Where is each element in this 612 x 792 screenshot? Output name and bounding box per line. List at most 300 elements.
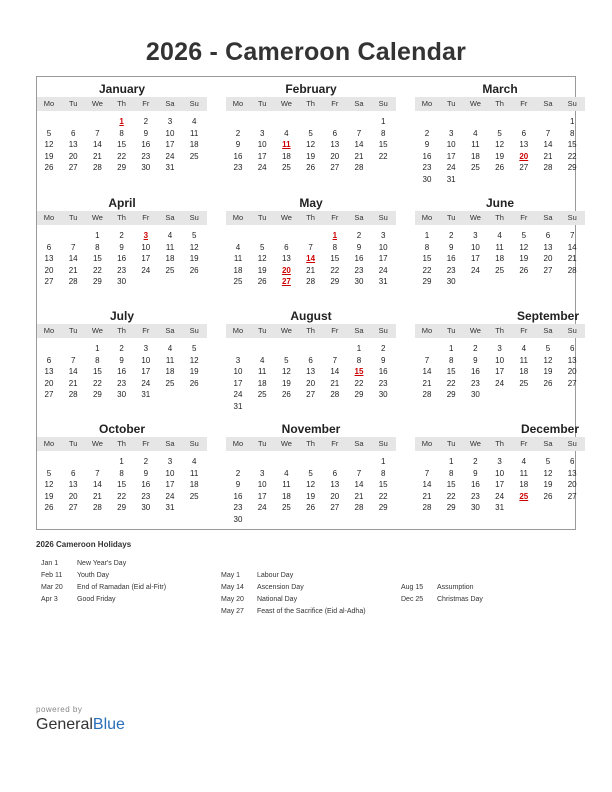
day-cell: 9 bbox=[473, 355, 478, 365]
weekday-label: Fr bbox=[142, 326, 150, 335]
day-cell: 30 bbox=[354, 277, 364, 287]
day-cell: 18 bbox=[165, 254, 175, 264]
holiday-day-cell: 3 bbox=[143, 231, 149, 240]
day-cell: 17 bbox=[165, 140, 175, 150]
generalblue-logo[interactable] bbox=[36, 716, 125, 734]
weekday-header-row bbox=[226, 211, 396, 225]
day-cell: 24 bbox=[378, 265, 388, 275]
day-cell: 18 bbox=[189, 480, 199, 490]
holiday-date: Jan 1 bbox=[41, 560, 59, 567]
day-cell: 27 bbox=[543, 265, 553, 275]
weekday-label: Th bbox=[495, 326, 504, 335]
holiday-item bbox=[401, 584, 474, 591]
day-cell: 19 bbox=[519, 254, 529, 264]
day-cell: 5 bbox=[46, 128, 52, 138]
day-cell: 6 bbox=[70, 128, 76, 138]
day-cell: 24 bbox=[257, 163, 267, 173]
holiday-item bbox=[41, 572, 109, 579]
weekday-label: Su bbox=[378, 439, 388, 448]
day-cell: 27 bbox=[68, 503, 78, 513]
month-name: April bbox=[108, 196, 136, 210]
day-cell: 11 bbox=[282, 480, 291, 490]
day-cell: 13 bbox=[543, 242, 553, 252]
weekday-label: Tu bbox=[446, 326, 456, 335]
month-name: September bbox=[516, 309, 579, 323]
day-cell: 31 bbox=[141, 390, 151, 400]
day-cell: 25 bbox=[165, 378, 175, 388]
day-cell: 29 bbox=[378, 503, 388, 513]
day-cell: 1 bbox=[380, 117, 386, 126]
day-cell: 4 bbox=[521, 344, 527, 353]
day-cell: 27 bbox=[330, 163, 340, 173]
holiday-date: Mar 20 bbox=[41, 584, 63, 591]
day-cell: 1 bbox=[424, 231, 430, 240]
day-cell: 3 bbox=[167, 457, 173, 466]
day-cell: 15 bbox=[446, 367, 456, 377]
day-cell: 22 bbox=[117, 151, 127, 161]
weekday-label: We bbox=[280, 99, 292, 108]
holiday-date: May 14 bbox=[221, 584, 244, 591]
weekday-label: Fr bbox=[142, 99, 150, 108]
day-cell: 29 bbox=[117, 503, 127, 513]
holiday-date: Apr 3 bbox=[41, 596, 58, 603]
day-cell: 29 bbox=[446, 390, 456, 400]
day-cell: 21 bbox=[330, 378, 340, 388]
day-cell: 8 bbox=[95, 355, 100, 365]
day-cell: 11 bbox=[190, 468, 199, 478]
weekday-label: Fr bbox=[520, 439, 528, 448]
weekday-label: We bbox=[91, 326, 103, 335]
day-cell: 13 bbox=[44, 254, 54, 264]
day-cell: 28 bbox=[306, 277, 316, 287]
day-cell: 6 bbox=[332, 128, 338, 138]
day-cell: 7 bbox=[569, 231, 575, 240]
day-cell: 31 bbox=[165, 163, 175, 173]
day-cell: 12 bbox=[44, 480, 54, 490]
weekday-header-row bbox=[415, 97, 585, 111]
month-name: December bbox=[520, 422, 579, 436]
day-cell: 26 bbox=[281, 390, 291, 400]
weekday-label: Mo bbox=[232, 439, 244, 448]
weekday-label: Th bbox=[306, 326, 315, 335]
day-cell: 8 bbox=[448, 468, 454, 478]
weekday-label: Sa bbox=[354, 326, 364, 335]
weekday-label: Mo bbox=[43, 213, 55, 222]
weekday-label: Sa bbox=[165, 213, 175, 222]
day-cell: 3 bbox=[235, 355, 241, 365]
day-cell: 19 bbox=[495, 151, 505, 161]
day-cell: 3 bbox=[167, 117, 173, 126]
weekday-label: Th bbox=[495, 99, 504, 108]
day-cell: 23 bbox=[141, 151, 151, 161]
day-cell: 2 bbox=[119, 344, 124, 353]
day-cell: 12 bbox=[306, 480, 316, 490]
weekday-label: Th bbox=[117, 439, 126, 448]
weekday-header-row bbox=[415, 324, 585, 338]
weekday-label: Su bbox=[189, 439, 199, 448]
weekday-label: Sa bbox=[543, 99, 553, 108]
day-cell: 26 bbox=[495, 163, 505, 173]
weekday-header-row bbox=[37, 437, 207, 451]
day-cell: 4 bbox=[191, 117, 197, 126]
day-cell: 22 bbox=[354, 378, 364, 388]
day-cell: 13 bbox=[330, 140, 340, 150]
day-cell: 7 bbox=[95, 128, 100, 138]
day-cell: 19 bbox=[543, 367, 553, 377]
day-cell: 17 bbox=[470, 254, 480, 264]
day-cell: 30 bbox=[378, 390, 388, 400]
day-cell: 14 bbox=[330, 367, 340, 377]
day-cell: 11 bbox=[495, 242, 504, 252]
weekday-label: Su bbox=[378, 213, 388, 222]
month-name: August bbox=[290, 309, 332, 323]
day-cell: 8 bbox=[95, 242, 100, 252]
weekday-label: Mo bbox=[421, 213, 433, 222]
weekday-label: Th bbox=[117, 326, 126, 335]
day-cell: 27 bbox=[68, 163, 78, 173]
day-cell: 24 bbox=[141, 378, 151, 388]
day-cell: 29 bbox=[422, 277, 432, 287]
day-cell: 26 bbox=[543, 491, 553, 501]
month-name: July bbox=[109, 309, 134, 323]
day-cell: 16 bbox=[233, 151, 243, 161]
weekday-label: Mo bbox=[232, 99, 244, 108]
day-cell: 2 bbox=[356, 231, 362, 240]
day-cell: 7 bbox=[356, 468, 362, 478]
holiday-day-cell: 20 bbox=[519, 151, 529, 161]
weekday-label: Tu bbox=[446, 99, 456, 108]
day-cell: 11 bbox=[165, 242, 175, 252]
day-cell: 18 bbox=[257, 378, 267, 388]
day-cell: 8 bbox=[332, 242, 338, 252]
day-cell: 25 bbox=[189, 151, 199, 161]
weekday-label: Mo bbox=[421, 99, 433, 108]
day-cell: 6 bbox=[569, 457, 575, 466]
day-cell: 3 bbox=[380, 231, 386, 240]
day-cell: 30 bbox=[446, 277, 456, 287]
weekday-header-row bbox=[226, 97, 396, 111]
day-cell: 26 bbox=[543, 378, 553, 388]
day-cell: 7 bbox=[70, 355, 76, 365]
day-cell: 10 bbox=[141, 242, 151, 252]
day-cell: 2 bbox=[143, 457, 149, 466]
weekday-header-row bbox=[37, 97, 207, 111]
day-cell: 29 bbox=[354, 390, 364, 400]
day-cell: 15 bbox=[330, 254, 340, 264]
weekday-label: Su bbox=[378, 99, 388, 108]
day-cell: 27 bbox=[567, 378, 577, 388]
day-cell: 7 bbox=[95, 468, 100, 478]
weekday-label: Sa bbox=[165, 99, 175, 108]
weekday-label: Su bbox=[567, 213, 577, 222]
day-cell: 20 bbox=[567, 367, 577, 377]
day-cell: 2 bbox=[473, 457, 478, 466]
brand-blue: Blue bbox=[92, 716, 125, 733]
day-cell: 28 bbox=[543, 163, 553, 173]
day-cell: 14 bbox=[422, 367, 432, 377]
day-cell: 31 bbox=[165, 503, 175, 513]
day-cell: 26 bbox=[257, 277, 267, 287]
day-cell: 1 bbox=[95, 231, 100, 240]
day-cell: 3 bbox=[143, 344, 149, 353]
day-cell: 21 bbox=[422, 491, 432, 501]
weekday-label: Fr bbox=[331, 326, 339, 335]
day-cell: 14 bbox=[567, 242, 577, 252]
day-cell: 23 bbox=[117, 265, 127, 275]
month-name: May bbox=[299, 196, 323, 210]
day-cell: 4 bbox=[167, 231, 173, 240]
day-cell: 21 bbox=[68, 378, 78, 388]
weekday-label: Tu bbox=[446, 213, 456, 222]
weekday-header-row bbox=[226, 437, 396, 451]
day-cell: 15 bbox=[422, 254, 432, 264]
day-cell: 19 bbox=[281, 378, 291, 388]
weekday-label: Fr bbox=[331, 99, 339, 108]
day-cell: 10 bbox=[495, 355, 505, 365]
weekday-label: Sa bbox=[165, 439, 175, 448]
day-cell: 10 bbox=[470, 242, 480, 252]
day-cell: 14 bbox=[68, 254, 78, 264]
month-name: March bbox=[482, 82, 518, 96]
weekday-label: We bbox=[280, 326, 292, 335]
day-cell: 13 bbox=[330, 480, 340, 490]
day-cell: 22 bbox=[422, 265, 432, 275]
weekday-label: Mo bbox=[232, 326, 244, 335]
day-cell: 10 bbox=[378, 242, 388, 252]
day-cell: 26 bbox=[44, 503, 54, 513]
day-cell: 8 bbox=[424, 242, 430, 252]
day-cell: 9 bbox=[119, 242, 124, 252]
day-cell: 13 bbox=[281, 254, 291, 264]
day-cell: 28 bbox=[68, 277, 78, 287]
holiday-item bbox=[41, 596, 116, 603]
day-cell: 4 bbox=[497, 231, 502, 240]
day-cell: 17 bbox=[378, 254, 388, 264]
day-cell: 24 bbox=[495, 378, 505, 388]
day-cell: 25 bbox=[189, 491, 199, 501]
day-cell: 12 bbox=[189, 242, 199, 252]
day-cell: 22 bbox=[446, 378, 456, 388]
day-cell: 5 bbox=[46, 468, 52, 478]
day-cell: 18 bbox=[233, 265, 243, 275]
day-cell: 14 bbox=[543, 140, 553, 150]
holiday-date: Feb 11 bbox=[41, 572, 63, 579]
day-cell: 1 bbox=[569, 117, 575, 126]
day-cell: 29 bbox=[567, 163, 577, 173]
day-cell: 9 bbox=[380, 355, 386, 365]
day-cell: 20 bbox=[543, 254, 553, 264]
day-cell: 17 bbox=[446, 151, 456, 161]
day-cell: 15 bbox=[378, 480, 388, 490]
day-cell: 7 bbox=[424, 355, 430, 365]
day-cell: 16 bbox=[354, 254, 364, 264]
day-cell: 10 bbox=[446, 140, 456, 150]
day-cell: 18 bbox=[495, 254, 505, 264]
day-cell: 23 bbox=[422, 163, 432, 173]
day-cell: 12 bbox=[543, 355, 553, 365]
day-cell: 4 bbox=[521, 457, 527, 466]
weekday-label: Su bbox=[189, 99, 199, 108]
weekday-label: Fr bbox=[331, 213, 339, 222]
day-cell: 25 bbox=[233, 277, 243, 287]
day-cell: 23 bbox=[117, 378, 127, 388]
day-cell: 14 bbox=[68, 367, 78, 377]
day-cell: 24 bbox=[233, 390, 243, 400]
day-cell: 23 bbox=[354, 265, 364, 275]
weekday-label: We bbox=[469, 439, 481, 448]
day-cell: 14 bbox=[354, 140, 364, 150]
weekday-label: We bbox=[91, 439, 103, 448]
day-cell: 8 bbox=[119, 468, 124, 478]
day-cell: 28 bbox=[354, 163, 364, 173]
day-cell: 11 bbox=[165, 355, 175, 365]
day-cell: 2 bbox=[473, 344, 478, 353]
day-cell: 3 bbox=[259, 128, 265, 138]
day-cell: 18 bbox=[519, 480, 529, 490]
day-cell: 21 bbox=[354, 491, 364, 501]
day-cell: 25 bbox=[470, 163, 480, 173]
holiday-name: Feast of the Sacrifice (Eid al-Adha) bbox=[257, 608, 366, 615]
day-cell: 10 bbox=[165, 468, 175, 478]
holiday-item bbox=[221, 608, 366, 615]
weekday-label: Tu bbox=[68, 213, 78, 222]
day-cell: 30 bbox=[422, 175, 432, 184]
day-cell: 16 bbox=[233, 491, 243, 501]
day-cell: 26 bbox=[189, 378, 199, 388]
holiday-day-cell: 1 bbox=[119, 117, 124, 126]
day-cell: 28 bbox=[422, 503, 432, 513]
day-cell: 5 bbox=[497, 128, 502, 138]
day-cell: 6 bbox=[284, 242, 289, 252]
weekday-label: Tu bbox=[257, 213, 267, 222]
holiday-name: Christmas Day bbox=[437, 596, 483, 603]
day-cell: 21 bbox=[567, 254, 577, 264]
day-cell: 21 bbox=[543, 151, 553, 161]
weekday-label: Sa bbox=[543, 439, 553, 448]
day-cell: 6 bbox=[545, 231, 551, 240]
day-cell: 19 bbox=[257, 265, 267, 275]
day-cell: 13 bbox=[68, 140, 78, 150]
day-cell: 25 bbox=[519, 378, 529, 388]
day-cell: 26 bbox=[306, 163, 316, 173]
day-cell: 28 bbox=[68, 390, 78, 400]
day-cell: 11 bbox=[258, 367, 267, 377]
day-cell: 9 bbox=[235, 140, 241, 150]
day-cell: 12 bbox=[543, 468, 553, 478]
day-cell: 9 bbox=[235, 480, 241, 490]
day-cell: 5 bbox=[521, 231, 527, 240]
day-cell: 30 bbox=[470, 390, 480, 400]
day-cell: 23 bbox=[233, 503, 243, 513]
weekday-label: We bbox=[280, 213, 292, 222]
day-cell: 22 bbox=[446, 491, 456, 501]
weekday-label: Sa bbox=[165, 326, 175, 335]
powered-by-text: powered by bbox=[36, 705, 83, 714]
day-cell: 9 bbox=[143, 468, 149, 478]
weekday-label: Sa bbox=[543, 213, 553, 222]
holiday-day-cell: 15 bbox=[354, 367, 364, 377]
day-cell: 20 bbox=[68, 151, 78, 161]
day-cell: 22 bbox=[92, 265, 102, 275]
day-cell: 4 bbox=[284, 128, 289, 138]
day-cell: 17 bbox=[141, 254, 151, 264]
day-cell: 17 bbox=[233, 378, 243, 388]
holiday-name: Ascension Day bbox=[257, 584, 304, 591]
day-cell: 31 bbox=[378, 277, 388, 287]
day-cell: 1 bbox=[448, 344, 454, 353]
day-cell: 5 bbox=[191, 231, 197, 240]
holiday-item bbox=[41, 560, 126, 567]
day-cell: 29 bbox=[117, 163, 127, 173]
day-cell: 20 bbox=[330, 491, 340, 501]
day-cell: 9 bbox=[424, 140, 430, 150]
day-cell: 19 bbox=[306, 151, 316, 161]
weekday-label: Mo bbox=[43, 99, 55, 108]
day-cell: 15 bbox=[92, 254, 102, 264]
day-cell: 11 bbox=[519, 468, 528, 478]
day-cell: 6 bbox=[308, 355, 313, 365]
weekday-label: Su bbox=[567, 326, 577, 335]
day-cell: 21 bbox=[354, 151, 364, 161]
day-cell: 15 bbox=[378, 140, 388, 150]
day-cell: 9 bbox=[448, 242, 454, 252]
day-cell: 26 bbox=[306, 503, 316, 513]
day-cell: 10 bbox=[141, 355, 151, 365]
day-cell: 6 bbox=[332, 468, 338, 478]
day-cell: 2 bbox=[424, 128, 430, 138]
day-cell: 11 bbox=[233, 254, 243, 264]
holiday-date: Aug 15 bbox=[401, 584, 424, 591]
day-cell: 2 bbox=[119, 231, 124, 240]
day-cell: 5 bbox=[545, 457, 551, 466]
holiday-day-cell: 1 bbox=[332, 231, 338, 240]
weekday-label: Th bbox=[306, 213, 315, 222]
day-cell: 22 bbox=[567, 151, 577, 161]
day-cell: 5 bbox=[284, 355, 289, 365]
day-cell: 27 bbox=[519, 163, 529, 173]
day-cell: 7 bbox=[356, 128, 362, 138]
day-cell: 24 bbox=[257, 503, 267, 513]
day-cell: 11 bbox=[471, 140, 480, 150]
day-cell: 17 bbox=[165, 480, 175, 490]
day-cell: 19 bbox=[543, 480, 553, 490]
holiday-day-cell: 14 bbox=[306, 254, 316, 264]
weekday-label: Su bbox=[567, 439, 577, 448]
weekday-label: Mo bbox=[232, 213, 244, 222]
day-cell: 2 bbox=[235, 468, 241, 478]
day-cell: 12 bbox=[44, 140, 54, 150]
day-cell: 6 bbox=[521, 128, 527, 138]
day-cell: 16 bbox=[378, 367, 388, 377]
day-cell: 10 bbox=[257, 480, 267, 490]
day-cell: 7 bbox=[308, 242, 313, 252]
day-cell: 5 bbox=[308, 128, 313, 138]
day-cell: 26 bbox=[44, 163, 54, 173]
day-cell: 4 bbox=[235, 242, 241, 252]
day-cell: 15 bbox=[117, 480, 127, 490]
day-cell: 30 bbox=[117, 390, 127, 400]
weekday-label: Tu bbox=[68, 439, 78, 448]
day-cell: 11 bbox=[190, 128, 199, 138]
day-cell: 24 bbox=[165, 491, 175, 501]
day-cell: 24 bbox=[495, 491, 505, 501]
day-cell: 9 bbox=[356, 242, 362, 252]
day-cell: 28 bbox=[354, 503, 364, 513]
holiday-name: Labour Day bbox=[257, 572, 294, 579]
day-cell: 3 bbox=[497, 344, 502, 353]
day-cell: 3 bbox=[497, 457, 502, 466]
day-cell: 27 bbox=[330, 503, 340, 513]
